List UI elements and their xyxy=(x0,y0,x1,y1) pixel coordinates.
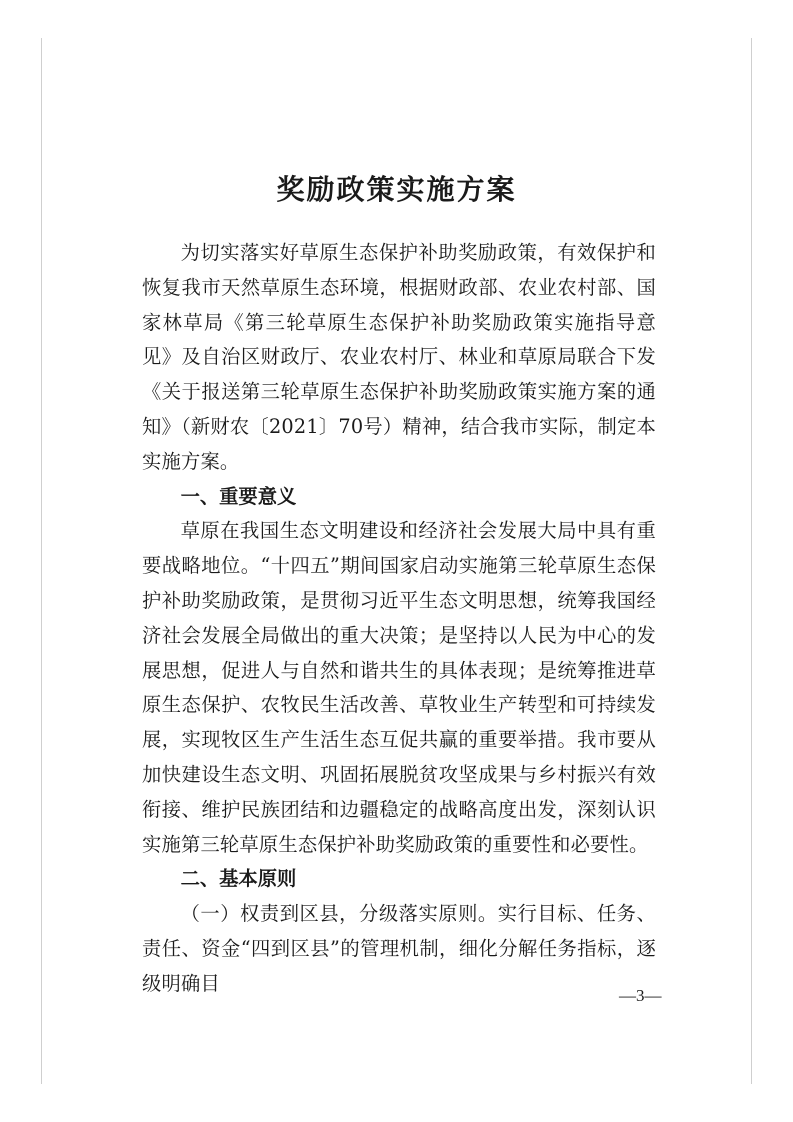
page-number: —3— xyxy=(619,986,662,1005)
intro-paragraph: 为切实落实好草原生态保护补助奖励政策，有效保护和恢复我市天然草原生态环境，根据财政部、农业农村部、国家林草局《第三轮草原生态保护补助奖励政策实施指导意见》及自治区财政厅、农业农村厅、林业和草原局联合下发《关于报送第三轮草原生态保护补助奖励政策实施方案的通知》（新财农〔2021〕70号）精神，结合我市实际，制定本实施方案。 xyxy=(142,241,656,473)
significance-paragraph: 草原在我国生态文明建设和经济社会发展大局中具有重要战略地位。“十四五”期间国家启动实施第三轮草原生态保护补助奖励政策，是贯彻习近平生态文明思想，统筹我国经济社会发展全局做出的重大决策；是坚持以人民为中心的发展思想，促进人与自然和谐共生的具体表现；是统筹推进草原生态保护、农牧民生活改善、草牧业生产转型和可持续发展，实现牧区生产生活生态互促共赢的重要举措。我市要从加快建设生态文明、巩固拓展脱贫攻坚成果与乡村振兴有效衔接、维护民族团结和边疆稳定的战略高度出发，深刻认识实施第三轮草原生态保护补助奖励政策的重要性和必要性。 xyxy=(142,519,656,856)
section-heading-significance: 一、重要意义 xyxy=(180,484,297,508)
principles-paragraph: （一）权责到区县，分级落实原则。实行目标、任务、责任、资金“四到区县”的管理机制，细化分解任务指标，逐级明确目 xyxy=(142,902,656,995)
document-title: 奖励政策实施方案 xyxy=(276,173,517,206)
section-heading-principles: 二、基本原则 xyxy=(180,867,297,891)
document-body xyxy=(142,236,656,1002)
